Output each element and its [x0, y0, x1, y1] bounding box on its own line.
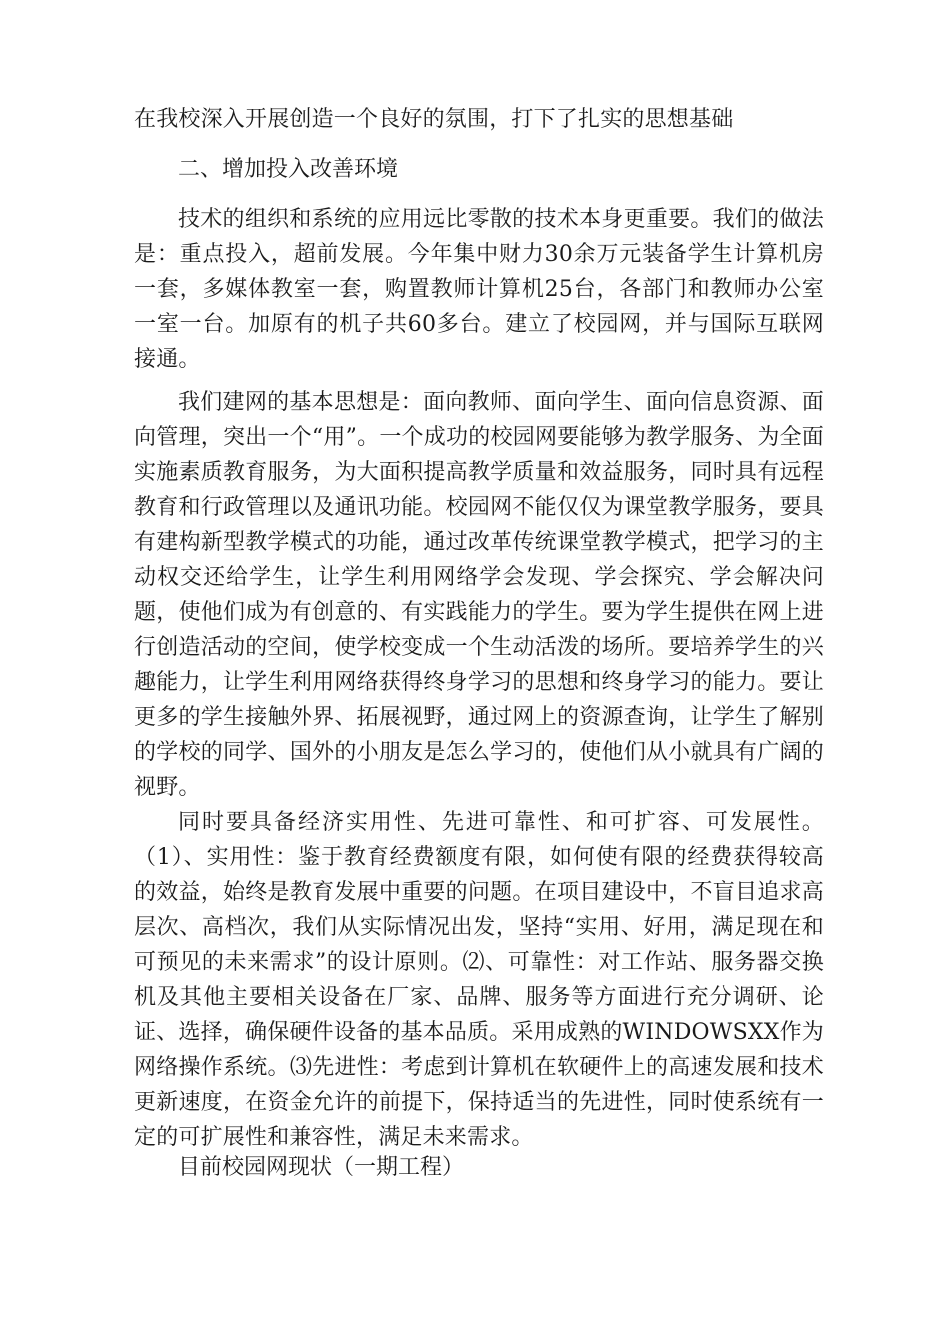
section-heading-current-status: 目前校园网现状（一期工程） [178, 1155, 465, 1180]
paragraph-investment: 技术的组织和系统的应用远比零散的技术本身更重要。我们的做法是：重点投入，超前发展。今年集中财力30余万元装备学生计算机房一套，多媒体教室一套，购置教师计算机25台，各部门和教师办公室一室一台。加原有的机子共60多台。建立了校园网，并与国际互联网接通。 [134, 207, 824, 372]
section-heading-investment: 二、增加投入改善环境 [178, 157, 399, 182]
paragraph-network-requirements: 同时要具备经济实用性、先进可靠性、和可扩容、可发展性。（1）、实用性：鉴于教育经费额度有限，如何使有限的经费获得较高的效益，始终是教育发展中重要的问题。在项目建设中，不盲目追求高层次、高档次，我们从实际情况出发，坚持“实用、好用，满足现在和可预见的未来需求”的设计原则。⑵、可靠性：对工作站、服务器交换机及其他主要相关设备在厂家、品牌、服务等方面进行充分调研、论证、选择，确保硬件设备的基本品质。采用成熟的WINDOWSXX作为网络操作系统。⑶先进性：考虑到计算机在软硬件上的高速发展和技术更新速度，在资金允许的前提下，保持适当的先进性，同时使系统有一定的可扩展性和兼容性，满足未来需求。 [134, 810, 824, 1150]
paragraph-intro-continuation: 在我校深入开展创造一个良好的氛围，打下了扎实的思想基础 [134, 107, 734, 132]
paragraph-network-philosophy: 我们建网的基本思想是：面向教师、面向学生、面向信息资源、面向管理，突出一个“用”。一个成功的校园网要能够为教学服务、为全面实施素质教育服务，为大面积提高教学质量和效益服务，同时具有远程教育和行政管理以及通讯功能。校园网不能仅仅为课堂教学服务，要具有建构新型教学模式的功能，通过改革传统课堂教学模式，把学习的主动权交还给学生，让学生利用网络学会发现、学会探究、学会解决问题，使他们成为有创意的、有实践能力的学生。要为学生提供在网上进行创造活动的空间，使学校变成一个生动活泼的场所。要培养学生的兴趣能力，让学生利用网络获得终身学习的思想和终身学习的能力。要让更多的学生接触外界、拓展视野，通过网上的资源查询，让学生了解别的学校的同学、国外的小朋友是怎么学习的，使他们从小就具有广阔的视野。 [134, 390, 824, 800]
